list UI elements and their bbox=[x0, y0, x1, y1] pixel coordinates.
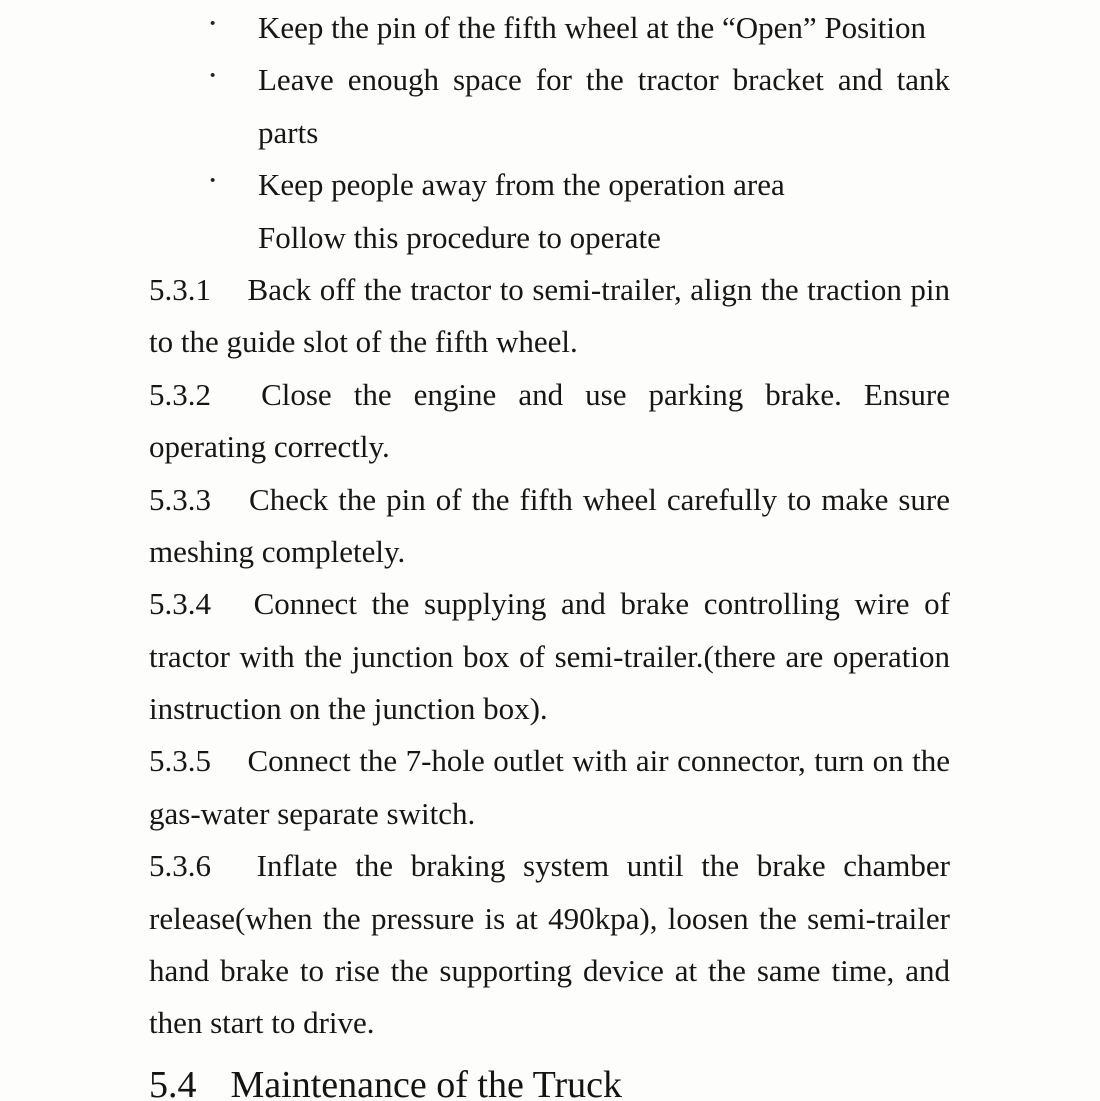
step-5-3-6-line bbox=[0, 945, 1100, 997]
bullet-marker: · bbox=[207, 57, 219, 95]
step-5-3-6-line bbox=[0, 840, 1100, 892]
section-heading-number: 5.4 bbox=[149, 1063, 197, 1101]
step-number: 5.3.1 bbox=[149, 271, 211, 307]
bullet-marker: · bbox=[207, 162, 219, 200]
section-heading-title: Maintenance of the Truck bbox=[230, 1063, 623, 1101]
step-body: meshing completely. bbox=[149, 533, 406, 569]
step-body: release(when the pressure is at 490kpa), loosen the semi-trailer bbox=[149, 900, 950, 936]
step-text bbox=[149, 735, 950, 787]
step-5-3-1-line bbox=[0, 264, 1100, 316]
step-number: 5.3.5 bbox=[149, 743, 211, 779]
step-5-3-2-line bbox=[0, 369, 1100, 421]
step-text bbox=[149, 474, 950, 526]
step-body: gas-water separate switch. bbox=[149, 795, 476, 831]
step-body: to the guide slot of the fifth wheel. bbox=[149, 324, 578, 360]
step-5-3-3-line bbox=[0, 474, 1100, 526]
step-text bbox=[149, 578, 950, 630]
step-body: hand brake to rise the supporting device at the same time, and bbox=[149, 953, 950, 989]
bullet-item bbox=[0, 159, 1100, 211]
step-5-3-1-line bbox=[0, 316, 1100, 368]
step-body: Close the engine and use parking brake. Ensure bbox=[261, 376, 950, 412]
step-number: 5.3.6 bbox=[149, 848, 211, 884]
step-body: operating correctly. bbox=[149, 429, 390, 465]
procedure-intro-text: Follow this procedure to operate bbox=[258, 219, 661, 255]
step-body: then start to drive. bbox=[149, 1005, 375, 1041]
step-body: Connect the supplying and brake controlling wire of bbox=[253, 586, 950, 622]
step-5-3-2-line bbox=[0, 421, 1100, 473]
step-text bbox=[149, 264, 950, 316]
bullet-marker: · bbox=[207, 5, 219, 42]
step-5-3-4-line bbox=[0, 683, 1100, 735]
step-text bbox=[149, 840, 950, 892]
step-5-3-6-line bbox=[0, 893, 1100, 945]
step-number: 5.3.4 bbox=[149, 586, 211, 622]
bullet-item bbox=[0, 54, 1100, 106]
step-number: 5.3.3 bbox=[149, 481, 211, 517]
step-5-3-3-line bbox=[0, 526, 1100, 578]
step-5-3-4-line bbox=[0, 578, 1100, 630]
step-body: Inflate the braking system until the brake chamber bbox=[256, 848, 951, 884]
procedure-intro-line bbox=[0, 212, 1100, 264]
bullet-item-continuation bbox=[0, 107, 1100, 159]
step-5-3-4-line bbox=[0, 631, 1100, 683]
bullet-item-text: Leave enough space for the tractor bracket and tank bbox=[258, 62, 950, 98]
section-heading bbox=[149, 1062, 950, 1101]
step-body: Connect the 7-hole outlet with air connector, turn on the bbox=[247, 743, 950, 779]
bullet-item-text: Keep people away from the operation area bbox=[258, 167, 785, 203]
bullet-item bbox=[0, 2, 1100, 54]
step-body: Check the pin of the fifth wheel carefully to make sure bbox=[249, 481, 951, 517]
bullet-item-text: parts bbox=[258, 114, 319, 150]
step-number: 5.3.2 bbox=[149, 376, 211, 412]
step-body: instruction on the junction box). bbox=[149, 691, 548, 727]
step-text bbox=[149, 369, 950, 421]
step-5-3-6-line bbox=[0, 997, 1100, 1049]
step-body: tractor with the junction box of semi-trailer.(there are operation bbox=[149, 638, 950, 674]
step-body: Back off the tractor to semi-trailer, align the traction pin bbox=[247, 271, 950, 307]
step-5-3-5-line bbox=[0, 788, 1100, 840]
bullet-item-text: Keep the pin of the fifth wheel at the “Open” Position bbox=[258, 10, 927, 45]
step-5-3-5-line bbox=[0, 735, 1100, 787]
